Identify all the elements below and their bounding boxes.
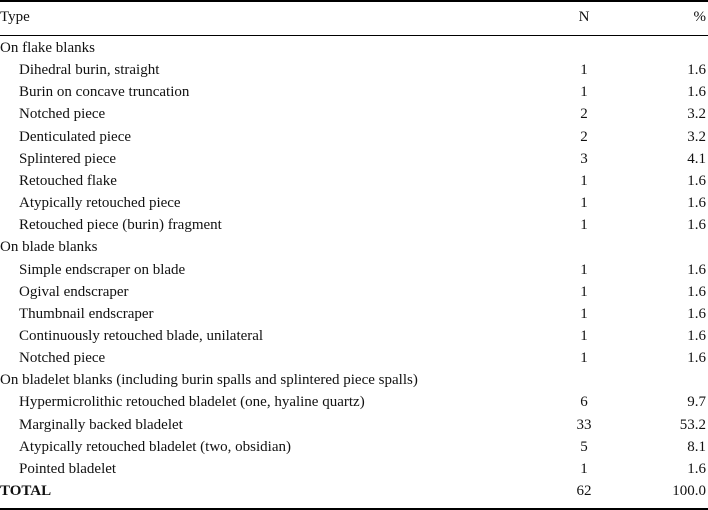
count-cell: 1 (580, 195, 588, 212)
type-cell: On bladelet blanks (including burin spalls and splintered piece spalls) (0, 372, 418, 389)
table-row (0, 148, 708, 170)
percent-cell: 1.6 (687, 195, 706, 212)
count-cell: 3 (580, 150, 588, 167)
percent-cell: 1.6 (687, 261, 706, 278)
header-percent: % (693, 9, 706, 25)
type-cell: Hypermicrolithic retouched bladelet (one, hyaline quartz) (19, 394, 365, 411)
group-row (0, 369, 708, 391)
type-cell: Ogival endscraper (19, 283, 129, 300)
table-row (0, 281, 708, 303)
type-cell: Thumbnail endscraper (19, 305, 154, 322)
total-row (0, 480, 708, 502)
group-row (0, 37, 708, 59)
type-cell: Burin on concave truncation (19, 84, 190, 101)
type-cell: Notched piece (19, 350, 106, 367)
percent-cell: 100.0 (672, 483, 706, 499)
table-row (0, 170, 708, 192)
percent-cell: 1.6 (687, 84, 706, 101)
table-row (0, 303, 708, 325)
percent-cell: 9.7 (687, 394, 706, 411)
percent-cell: 3.2 (687, 106, 706, 123)
count-cell: 1 (580, 327, 588, 344)
table-row (0, 103, 708, 125)
table-row (0, 414, 708, 436)
type-cell: Retouched piece (burin) fragment (19, 217, 222, 234)
type-cell: On blade blanks (0, 239, 98, 256)
table-row (0, 325, 708, 347)
count-cell: 1 (580, 217, 588, 234)
percent-cell: 1.6 (687, 350, 706, 367)
table-row (0, 458, 708, 480)
count-cell: 5 (580, 438, 588, 455)
percent-cell: 1.6 (687, 327, 706, 344)
type-cell: Simple endscraper on blade (19, 261, 186, 278)
table-row (0, 81, 708, 103)
count-cell: 1 (580, 350, 588, 367)
table-row (0, 436, 708, 458)
table-row (0, 192, 708, 214)
count-cell: 1 (580, 460, 588, 477)
type-cell: Marginally backed bladelet (19, 416, 183, 433)
type-cell: Denticulated piece (19, 128, 132, 145)
percent-cell: 1.6 (687, 460, 706, 477)
percent-cell: 3.2 (687, 128, 706, 145)
count-cell: 1 (580, 172, 588, 189)
type-cell: Atypically retouched piece (19, 195, 181, 212)
percent-cell: 1.6 (687, 305, 706, 322)
table-row (0, 214, 708, 236)
header-n: N (578, 9, 590, 25)
table-row (0, 59, 708, 81)
table-row (0, 391, 708, 413)
type-cell: On flake blanks (0, 40, 95, 56)
count-cell: 2 (580, 106, 588, 123)
percent-cell: 1.6 (687, 283, 706, 300)
percent-cell: 1.6 (687, 217, 706, 234)
count-cell: 2 (580, 128, 588, 145)
count-cell: 1 (580, 62, 588, 79)
table-row (0, 259, 708, 281)
group-row (0, 236, 708, 258)
percent-cell: 8.1 (687, 438, 706, 455)
count-cell: 33 (576, 416, 592, 433)
percent-cell: 4.1 (687, 150, 706, 167)
header-rule (0, 35, 708, 36)
percent-cell: 53.2 (679, 416, 706, 433)
table-row (0, 126, 708, 148)
type-cell: TOTAL (0, 483, 52, 499)
type-cell: Notched piece (19, 106, 106, 123)
type-cell: Pointed bladelet (19, 460, 117, 477)
type-cell: Dihedral burin, straight (19, 62, 160, 79)
type-cell: Splintered piece (19, 150, 117, 167)
percent-cell: 1.6 (687, 172, 706, 189)
type-cell: Continuously retouched blade, unilateral (19, 327, 264, 344)
count-cell: 62 (576, 483, 592, 499)
count-cell: 1 (580, 305, 588, 322)
header-type: Type (0, 9, 30, 25)
top-rule (0, 0, 708, 2)
percent-cell: 1.6 (687, 62, 706, 79)
count-cell: 6 (580, 394, 588, 411)
type-cell: Retouched flake (19, 172, 117, 189)
table-row (0, 347, 708, 369)
count-cell: 1 (580, 84, 588, 101)
count-cell: 1 (580, 261, 588, 278)
header-row (0, 6, 708, 28)
type-cell: Atypically retouched bladelet (two, obsidian) (19, 438, 291, 455)
count-cell: 1 (580, 283, 588, 300)
